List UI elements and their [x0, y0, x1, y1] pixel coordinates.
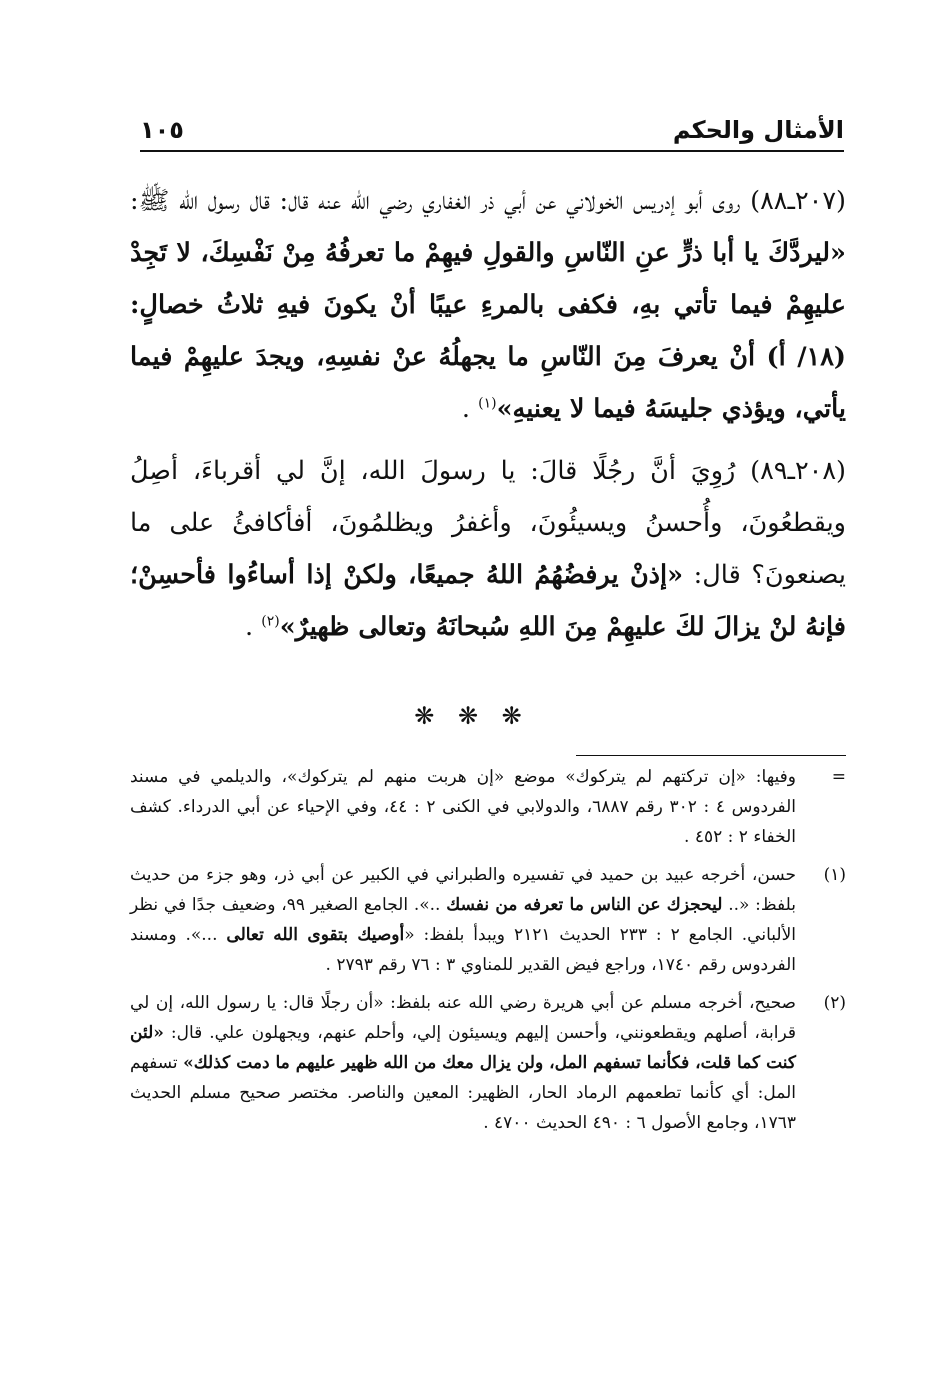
footnote-1-text	[130, 860, 796, 980]
footnote-divider	[576, 755, 846, 756]
footnote-1-part-c: ..». الجامع الصغير ٩٩، وضعيف جدًا في نظر الألباني. الجامع ٢ : ٢٣٣ الحديث ٢١٢١ ويبدأ بلفظ: «	[130, 895, 796, 945]
footnote-1-mark: (١)	[823, 865, 846, 885]
footnote-2-text	[130, 988, 796, 1138]
section-separator: ❋ ❋ ❋	[414, 702, 530, 730]
footnote-2-part-a: صحيح، أخرجه مسلم عن أبي هريرة رضي الله عنه بلفظ: «أن رجلًا قال: يا رسول الله، إن لي قرابة، أصلهم ويقطعونني، وأحسن إليهم ويسيئون إلي، وأحلم عنهم، ويجهلون علي. قال:	[130, 993, 796, 1043]
footnote-ref-2[interactable]: (٢)	[261, 613, 280, 630]
footnote-continued	[130, 762, 846, 852]
paragraph-207	[130, 175, 846, 435]
hadith-208-text: «إذنْ يرفضُهُمُ اللهُ جميعًا، ولكنْ إذا أساءُوا فأحسِنْ؛ فإنهُ لنْ يزالَ لكَ عليهِمْ مِنَ اللهِ سُبحانَهُ وتعالى ظهيرٌ»	[130, 560, 846, 642]
footnote-1-quote-b: أوصيك بتقوى الله تعالى	[226, 925, 405, 945]
paragraph-207-end: .	[461, 394, 479, 424]
main-text	[130, 175, 846, 663]
footnote-2-part-c: تسفهم المل: أي كأنما تطعمهم الرماد الحار، الظهير: المعين والناصر. مختصر صحيح مسلم الحديث ١٧٦٣، وجامع الأصول ٦ : ٤٩٠ الحديث ٤٧٠٠ .	[130, 1053, 796, 1133]
paragraph-208-intro: (٢٠٨ـ٨٩) رُوِيَ أنَّ رجُلًا قالَ: يا رسولَ الله، إنَّ لي أقرباءَ، أصِلُ ويقطعُونَ، وأُحسنُ ويسيئُونَ، وأغفرُ ويظلمُونَ، أفأكافئُ على ما يصنعونَ؟ قال:	[130, 456, 846, 590]
running-title: الأمثال والحكم	[672, 116, 844, 144]
paragraph-207-intro: (٢٠٧ـ٨٨) روى أبو إدريس الخولاني عن أبي ذر الغفاري رضي الله عنه قال: قال رسول الله ﷺ:	[130, 186, 846, 216]
footnote-2-mark: (٢)	[823, 993, 846, 1013]
footnote-continued-text: وفيها: «إن تركتهم لم يتركوك» موضع «إن هربت منهم لم يتركوك»، والديلمي في مسند الفردوس ٤ : ٣٠٢ رقم ٦٨٨٧، والدولابي في الكنى ٢ : ٤٤، وفي الإحياء عن أبي الدرداء. كشف الخفاء ٢ : ٤٥٢ .	[130, 767, 796, 847]
footnotes	[130, 762, 846, 1146]
paragraph-208-end: .	[245, 612, 262, 642]
paragraph-208	[130, 445, 846, 653]
footnote-continued-mark: =	[831, 767, 846, 787]
footnote-2	[130, 988, 846, 1138]
footnote-1	[130, 860, 846, 980]
footnote-1-quote-a: ليحجزك عن الناس ما تعرفه من نفسك	[446, 895, 723, 915]
footnote-1-part-a: حسن، أخرجه عبيد بن حميد في تفسيره والطبراني في الكبير عن أبي ذر، وهو جزء من حديث بلفظ: «..	[130, 865, 797, 915]
hadith-207-text: «ليردَّكَ يا أبا ذرٍّ عنِ النّاسِ والقولِ فيهِمْ ما تعرفُهُ مِنْ نَفْسِكَ، لا تَجِدْ عليهِمْ فيما تأتي بهِ، فكفى بالمرءِ عيبًا أنْ يكونَ فيهِ ثلاثُ خصالٍ: (١٨/ أ) أنْ يعرفَ مِنَ النّاسِ ما يجهلُهُ عنْ نفسِهِ، ويجدَ عليهِمْ فيما يأتي، ويؤذي جليسَهُ فيما لا يعنيهِ»	[130, 238, 846, 424]
footnote-2-quote: «لئن كنت كما قلت، فكأنما تسفهم المل، ولن يزال معك من الله ظهير عليهم ما دمت كذلك»	[130, 1023, 796, 1073]
running-header	[140, 110, 844, 152]
page-number: ١٠٥	[140, 116, 184, 144]
footnote-1-part-e: ...». ومسند الفردوس رقم ١٧٤٠، وراجع فيض القدير للمناوي ٣ : ٧٦ رقم ٢٧٩٣ .	[130, 925, 796, 975]
footnote-ref-1[interactable]: (١)	[478, 395, 497, 412]
